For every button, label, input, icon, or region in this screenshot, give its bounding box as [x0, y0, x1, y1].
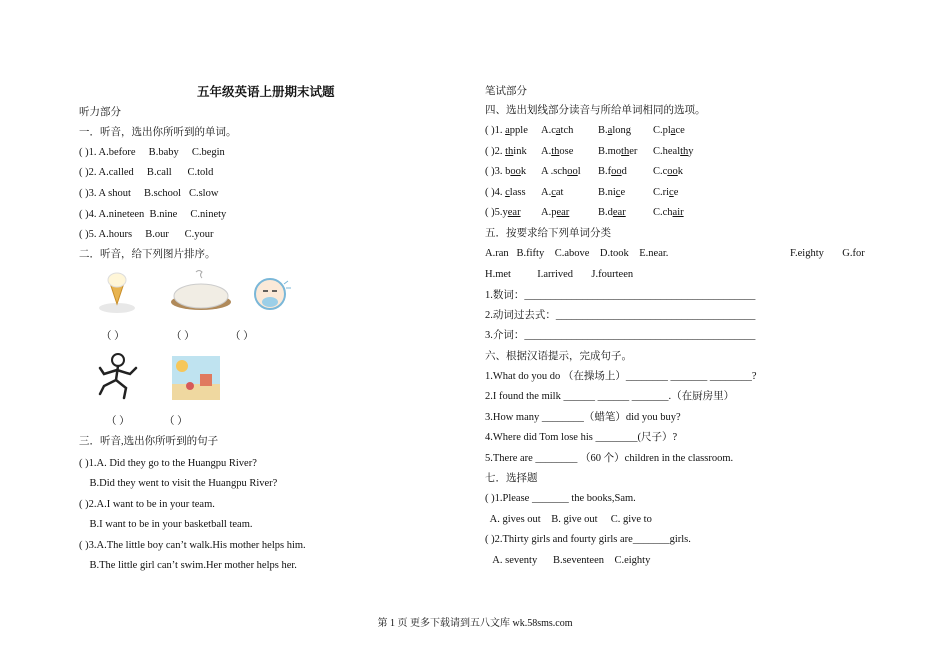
beach-picture: [172, 356, 220, 400]
part5-words: H.met I.arrived J.fourteen: [485, 269, 634, 280]
picture-order-mark: （ ）: [164, 416, 188, 427]
part5-answer-line: 2.动词过去式：______________________________________: [485, 310, 756, 321]
part1-item: ( )5. A.hours B.our C.your: [79, 229, 214, 240]
part3-line: B.The little girl can’t swim.Her mother helps her.: [79, 560, 297, 571]
rice-bowl-picture: [170, 268, 232, 312]
part6-item: 2.I found the milk ______ ______ _______.（在厨房里）: [485, 391, 735, 402]
part6-heading: 六、根据汉语提示，完成句子。: [485, 351, 632, 362]
ice-cream-picture: [97, 270, 137, 314]
picture-order-mark: （ ）: [101, 331, 125, 342]
part5-answer-line: 1.数词：____________________________________________: [485, 290, 756, 301]
part5-answer-line: 3.介词：____________________________________________: [485, 330, 756, 341]
part4-heading: 四、选出划线部分读音与所给单词相同的选项。: [485, 105, 706, 116]
part5-words: F.eighty G.for: [790, 248, 865, 259]
part6-item: 3.How many ________（蜡笔）did you buy?: [485, 412, 681, 423]
part7-line: A. gives out B. give out C. give to: [485, 514, 652, 525]
running-boy-picture: [96, 352, 142, 402]
section-listening: 听力部分: [79, 107, 121, 118]
part7-line: ( )1.Please _______ the books,Sam.: [485, 493, 636, 504]
page-footer: 第 1 页 更多下载请到五八文库 wk.58sms.com: [377, 618, 573, 629]
part6-item: 4.Where did Tom lose his ________(尺子）?: [485, 432, 678, 443]
part2-heading: 二．听音，给下列图片排序。: [79, 249, 216, 260]
part3-line: ( )2.A.I want to be in your team.: [79, 499, 215, 510]
part6-item: 1.What do you do （在操场上）________ _______ ________?: [485, 371, 757, 382]
part6-item: 5.There are ________ （60 个）children in the classroom.: [485, 453, 734, 464]
part1-item: ( )1. A.before B.baby C.begin: [79, 147, 225, 158]
part7-heading: 七．选择题: [485, 473, 538, 484]
part3-line: ( )1.A. Did they go to the Huangpu River?: [79, 458, 257, 469]
part5-heading: 五．按要求给下列单词分类: [485, 228, 611, 239]
part3-heading: 三．听音,选出你所听到的句子: [79, 436, 219, 447]
part7-line: A. seventy B.seventeen C.eighty: [485, 555, 651, 566]
picture-order-mark: （ ）: [230, 331, 254, 342]
section-written: 笔试部分: [485, 86, 527, 97]
picture-order-mark: （ ）: [171, 331, 195, 342]
part1-heading: 一．听音，选出你所听到的单词。: [79, 127, 237, 138]
crying-baby-picture: [250, 276, 292, 316]
part7-line: ( )2.Thirty girls and fourty girls are_______girls.: [485, 534, 691, 545]
part1-item: ( )2. A.called B.call C.told: [79, 167, 214, 178]
part3-line: B.I want to be in your basketball team.: [79, 519, 253, 530]
picture-order-mark: （ ）: [106, 416, 130, 427]
part1-item: ( )4. A.nineteen B.nine C.ninety: [79, 209, 227, 220]
page-title: 五年级英语上册期末试题: [197, 85, 335, 99]
part5-words: A.ran B.fifty C.above D.took E.near.: [485, 248, 669, 259]
part3-line: B.Did they went to visit the Huangpu River?: [79, 478, 278, 489]
part1-item: ( )3. A shout B.school C.slow: [79, 188, 219, 199]
part3-line: ( )3.A.The little boy can’t walk.His mother helps him.: [79, 540, 306, 551]
